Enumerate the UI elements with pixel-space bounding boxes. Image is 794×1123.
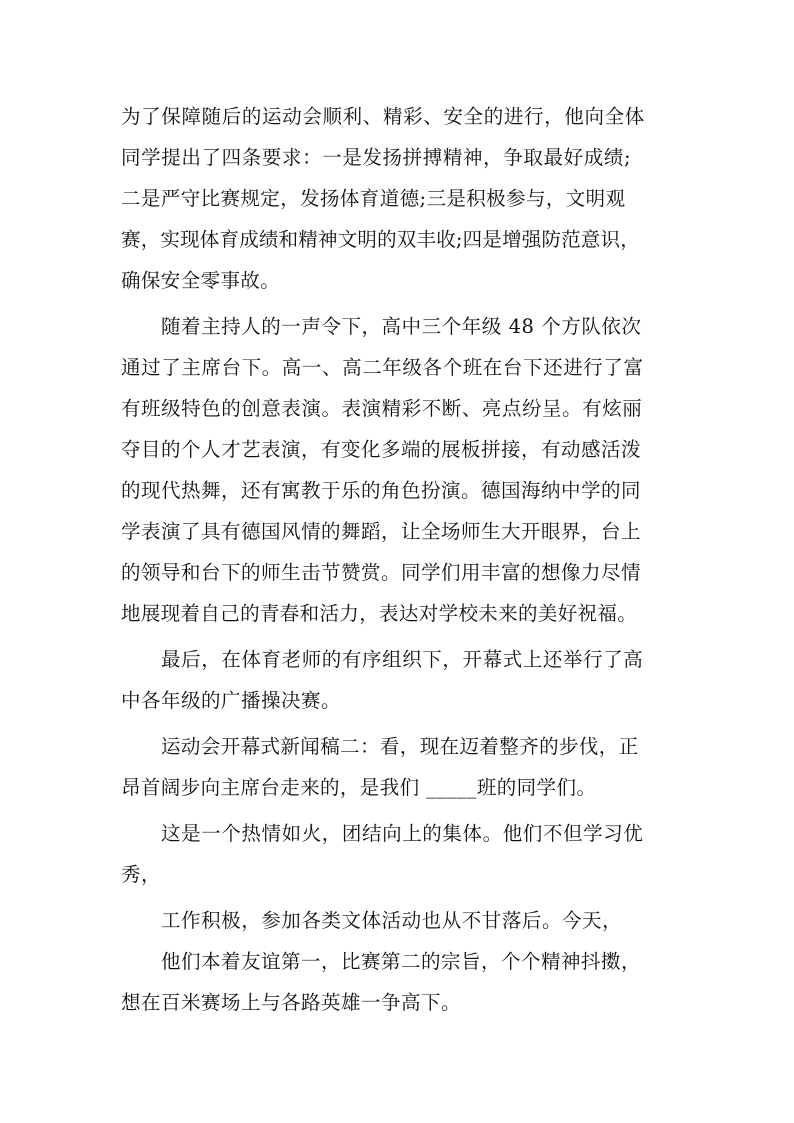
text-line: 通过了主席台下。高一、高二年级各个班在台下还进行了富	[121, 356, 644, 379]
paragraph-first-line: 他们本着友谊第一，比赛第二的宗旨，个个精神抖擞，	[161, 950, 642, 973]
text-line: 同学提出了四条要求：一是发扬拼搏精神，争取最好成绩;	[121, 146, 632, 169]
text-line: 赛，实现体育成绩和精神文明的双丰收;四是增强防范意识，	[121, 228, 640, 251]
text-line: 有班级特色的创意表演。表演精彩不断、亮点纷呈。有炫丽	[121, 397, 643, 420]
text-line: 的领导和台下的师生击节赞赏。同学们用丰富的想像力尽情	[121, 561, 642, 584]
paragraph-first-line: 最后，在体育老师的有序组织下，开幕式上还举行了高	[161, 648, 644, 671]
paragraph-first-line: 这是一个热情如火，团结向上的集体。他们不但学习优	[161, 822, 644, 845]
text-line: 夺目的个人才艺表演，有变化多端的展板拼接，有动感活泼	[121, 438, 642, 461]
text-line: 确保安全零事故。	[121, 269, 281, 292]
paragraph-first-line: 运动会开幕式新闻稿二：看，现在迈着整齐的步伐，正	[161, 735, 639, 758]
text-line: 学表演了具有德国风情的舞蹈，让全场师生大开眼界，台上	[121, 520, 642, 543]
text-line: 为了保障随后的运动会顺利、精彩、安全的进行，他向全体	[121, 105, 645, 128]
text-line: 中各年级的广播操决赛。	[121, 689, 342, 712]
text-line: 的现代热舞，还有寓教于乐的角色扮演。德国海纳中学的同	[121, 479, 642, 502]
text-line: 想在百米赛场上与各路英雄一争高下。	[121, 991, 462, 1014]
text-line: 二是严守比赛规定，发扬体育道德;三是积极参与，文明观	[121, 187, 626, 210]
text-line: 昂首阔步向主席台走来的，是我们 _____班的同学们。	[121, 776, 597, 799]
paragraph-first-line: 随着主持人的一声令下，高中三个年级 48 个方队依次	[161, 315, 642, 338]
text-line: 秀，	[121, 863, 162, 886]
paragraph-first-line: 工作积极，参加各类文体活动也从不甘落后。今天，	[161, 909, 623, 932]
text-line: 地展现着自己的青春和活力，表达对学校未来的美好祝福。	[121, 602, 638, 625]
